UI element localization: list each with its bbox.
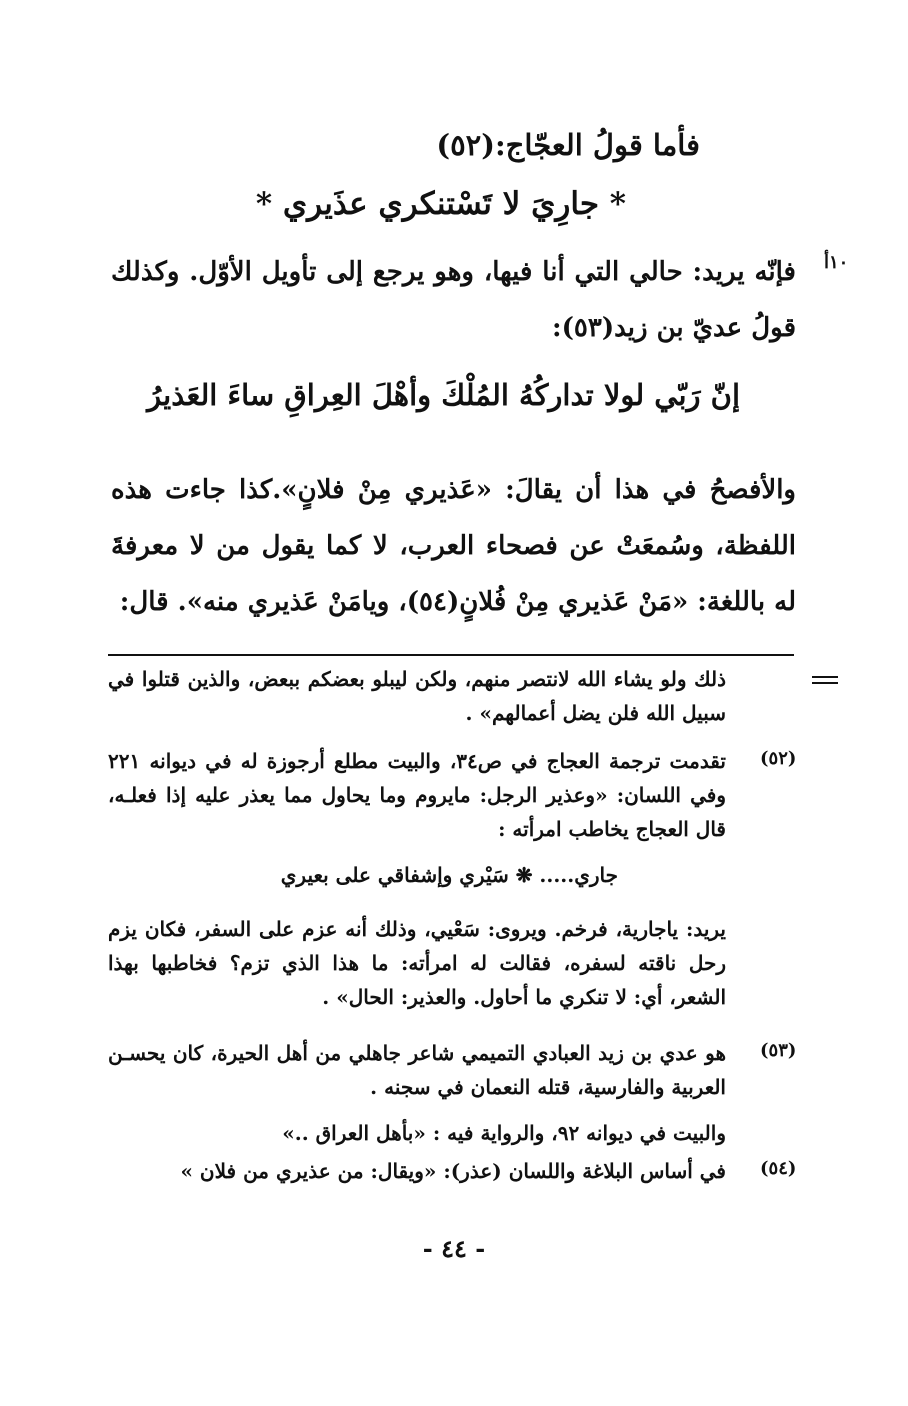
footnote-52-text: تقدمت ترجمة العجاج في ص٣٤، والبيت مطلع أرجوزة له في ديوانه ٢٢١ وفي اللسان: «وعذير الرجل: مايروم وما يحاول مما يعذر عليه إذا فعلـه، قال العجاج يخاطب امرأته : [108, 749, 726, 841]
footnote-52-text-continued: يريد: ياجارية، فرخم. ويروى: سَعْيي، وذلك أنه عزم على السفر، فكان يزم رحل ناقته لسفره، فقالت له امرأته: ما هذا الذي تزم؟ فخاطبها بهذا الشعر، أي: لا تنكري ما أحاول. والعذير: الحال» . [108, 917, 726, 1009]
footnote-number-54: (٥٤) [760, 1158, 797, 1179]
poem-hemistich: * جارِيَ لا تَسْتنكري عذَيري * [255, 186, 626, 222]
footnote-53-text: هو عدي بن زيد العبادي التميمي شاعر جاهلي من أهل الحيرة، كان يحسـن العربية والفارسية، قتله النعمان في سجنه . [108, 1041, 726, 1099]
body-paragraph-1: فإنّه يريد: حالي التي أنا فيها، وهو يرجع إلى تأويل الأوّل. وكذلك قولُ عديّ بن زيد(٥٣): [111, 257, 796, 343]
poem-verse: إنّ رَبّي لولا تداركُهُ المُلْكَ وأهْلَ العِراقِ ساءَ العَذيرُ [147, 378, 740, 412]
section-heading: فأما قولُ العجّاج:(٥٢) [436, 128, 700, 162]
footnote-separator [108, 654, 794, 656]
footnote-54-text: في أساس البلاغة واللسان (عذر): «ويقال: من عذيري من فلان » [180, 1159, 726, 1183]
footnote-52-verse: جاري..... ❋ سَيْري وإشفاقي على بعيري [280, 863, 618, 887]
footnote-continuation-mark [812, 676, 838, 688]
footnote-continuation: ذلك ولو يشاء الله لانتصر منهم، ولكن ليبلو بعضكم ببعض، والذين قتلوا في سبيل الله فلن يضل أعمالهم» . [108, 667, 726, 725]
body-paragraph-2: والأفصحُ في هذا أن يقالَ: «عَذيري مِنْ فلانٍ».كذا جاءت هذه اللفظة، وسُمعَتْ عن فصحاء العرب، لا كما يقول من لا معرفةَ له باللغة: «مَنْ عَذيري مِنْ فُلانٍ(٥٤)، ويامَنْ عَذيري منه». قال: [111, 475, 796, 617]
footnote-53-text-continued: والبيت في ديوانه ٩٢، والرواية فيه : «بأهل العراق ..» [282, 1121, 726, 1145]
page-number: - ٤٤ - [422, 1234, 486, 1263]
footnote-number-53: (٥٣) [760, 1040, 797, 1061]
footnote-number-52: (٥٢) [760, 748, 797, 769]
margin-folio-number: ١٠أ [824, 252, 849, 273]
